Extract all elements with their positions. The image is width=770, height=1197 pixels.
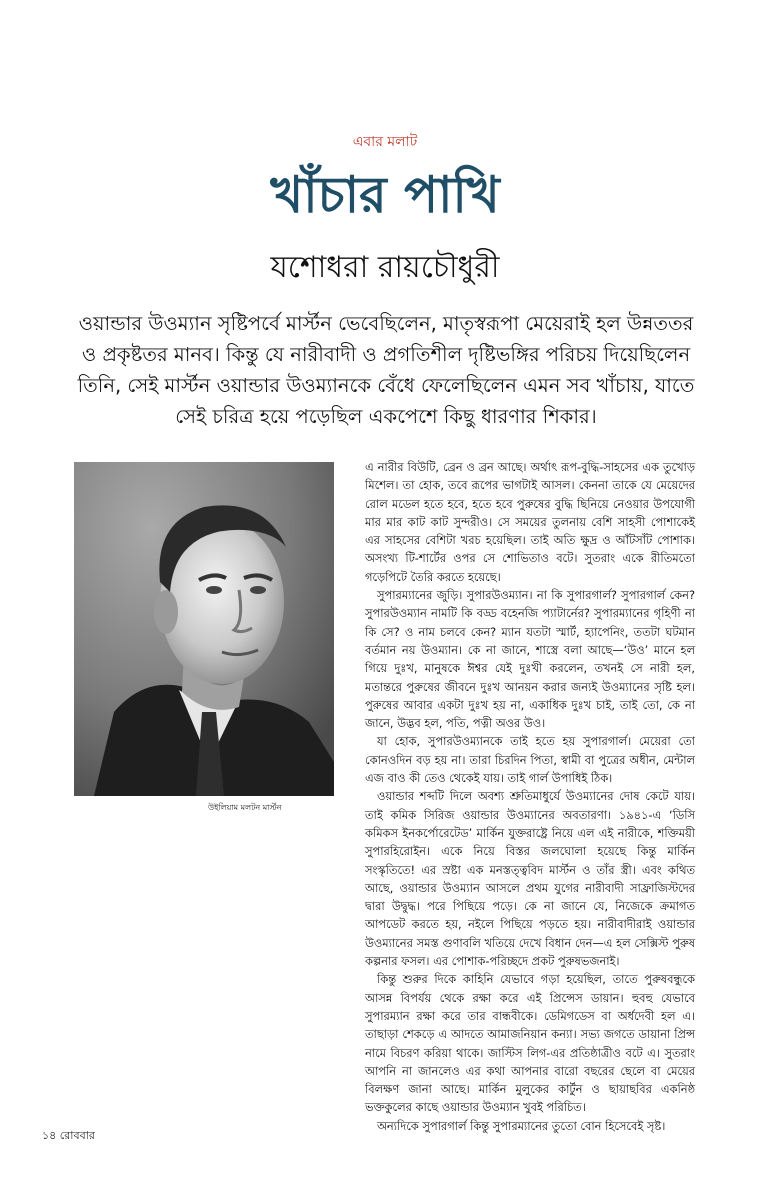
portrait-illustration (74, 462, 334, 796)
body-paragraph: এ নারীর বিউটি, ব্রেন ও ব্রন আছে। অর্থাৎ রূপ-বুদ্ধি-সাহসের এক তুখোড় মিশেল। তা হোক, তবে রূপের ভাগটাই আসল। কেননা তাকে যে মেয়েদের রোল মডেল হতে হবে, হতে হবে পুরুষের বুদ্ধি ছিনিয়ে নেওয়ার উপযোগী মার মার কাট কাট সুন্দরীও। সে সময়ের তুলনায় বেশি সাহসী পোশাকেই এর সাহসের বেশিটা খরচ হয়েছিল। তাই অতি ক্ষুদ্র ও আঁটসাঁট পোশাক। অসংখ্য টি-শার্টের ওপর সে শোভিতাও বটে। সুতরাং একে রীতিমতো গড়েপিটে তৈরি করতে হয়েছে। (365, 460, 695, 584)
article-body (365, 458, 695, 1135)
portrait-photo (74, 462, 334, 796)
article-title: খাঁচার পাখি (270, 166, 500, 224)
standfirst: ওয়ান্ডার উওম্যান সৃষ্টিপর্বে মার্স্টন ভেবেছিলেন, মাতৃস্বরূপা মেয়েরাই হল উন্নততর ও প্রকৃষ্টতর মানব। কিন্তু যে নারীবাদী ও প্রগতিশীল দৃষ্টিভঙ্গির পরিচয় দিয়েছিলেন তিনি, সেই মার্স্টন ওয়ান্ডার উওম্যানকে বেঁধে ফেলেছিলেন এমন সব খাঁচায়, যাতে সেই চরিত্র হয়ে পড়েছিল একপেশে কিছু ধারণার শিকার। (77, 312, 695, 428)
photo-caption: উইলিয়াম মলটন মার্স্টন (208, 803, 282, 812)
body-paragraph: অন্যদিকে সুপারগার্ল কিন্তু সুপারম্যানের তুতো বোন হিসেবেই সৃষ্ট। (377, 1118, 666, 1133)
author-byline: যশোধরা রায়চৌধুরী (270, 250, 500, 285)
body-paragraph: সুপারম্যানের জুড়ি। সুপারউওম্যান। না কি সুপারগার্ল? সুপারগার্ল কেন? সুপারউওম্যান নামটি কি বড্ড বহেনজি প্যাটার্নের? সুপারম্যানের গৃহিণী না কি সে? ও নাম চলবে কেন? ম্যান যতটা স্মার্ট, হ্যাপেনিং, ততটা ঘটমান বর্তমান নয় উওম্যান। কে না জানে, শাস্ত্রে বলা আছে—‘উও’ মানে হল গিয়ে দুঃখ, মানুষকে ঈশ্বর যেই দুঃখী করলেন, তখনই সে নারী হল, মতান্তরে পুরুষের জীবনে দুঃখ আনয়ন করার জন্যই উওম্যানের সৃষ্টি হল। পুরুষের আবার একটা দুঃখ হয় না, একাধিক দুঃখ চাই, তাই তো, কে না জানে, উদ্ভব হল, পতি, পত্নী অওর উও। (365, 588, 695, 731)
body-paragraph: যা হোক, সুপারউওম্যানকে তাই হতে হয় সুপারগার্ল। মেয়েরা তো কোনওদিন বড় হয় না। তারা চিরদিন পিতা, স্বামী বা পুত্রের অধীন, মেন্টাল এজ বাও কী তেও থেকেই যায়। তাই গার্ল উপাধিই ঠিক। (365, 734, 695, 786)
body-paragraph: কিন্তু শুরুর দিকে কাহিনি যেভাবে গড়া হয়েছিল, তাতে পুরুষবন্ধুকে আসন্ন বিপর্যয় থেকে রক্ষা করে এই প্রিন্সেস ডায়ান। হুবহু যেভাবে সুপারম্যান রক্ষা করে তার বান্ধবীকে। ডেমিগডেস বা অর্ধদেবী হল এ। তাছাড়া শেকড়ে এ আদতে আমাজনিয়ান কন্যা। সভ্য জগতে ডায়ানা প্রিন্স নামে বিচরণ করিয়া থাকে। জাস্টিস লিগ-এর প্রতিষ্ঠাত্রীও বটে এ। সুতরাং আপনি না জানলেও এর কথা আপনার বারো বছরের ছেলে বা মেয়ের বিলক্ষণ জানা আছে। মার্কিন মুলুকের কার্টুন ও ছায়াছবির একনিষ্ঠ ভক্তকুলের কাছে ওয়ান্ডার উওম্যান খুবই পরিচিত। (365, 972, 695, 1115)
body-paragraph: ওয়ান্ডার শব্দটি দিলে অবশ্য শ্রুতিমাধুর্যে উওম্যানের দোষ কেটে যায়। তাই কমিক সিরিজ ওয়ান্ডার উওম্যানের অবতারণা। ১৯৪১-এ ‘ডিসি কমিকস ইনকর্পোরেটেড’ মার্কিন যুক্তরাষ্ট্রে নিয়ে এল এই নারীকে, শক্তিময়ী সুপারহিরোইন। একে নিয়ে বিস্তর জলঘোলা হয়েছে কিন্তু মার্কিন সংস্কৃতিতে! এর স্রষ্টা এক মনস্তত্ত্ববিদ মার্স্টন ও তাঁর স্ত্রী। এবং কথিত আছে, ওয়ান্ডার উওম্যান আসলে প্রথম যুগের নারীবাদী সাফ্রাজিস্টদের দ্বারা উদ্বুদ্ধ। পরে পিছিয়ে পড়ে। কে না জানে যে, নিজেকে ক্রমাগত আপডেট করতে হয়, নইলে পিছিয়ে পড়তে হয়। নারীবাদীরাই ওয়ান্ডার উওম্যানের সমস্ত গুণাবলি খতিয়ে দেখে বিধান দেন—এ হল সেক্সিস্ট পুরুষ কল্পনার ফসল। এর পোশাক-পরিচ্ছদে প্রকট পুরুষভজনাই। (365, 789, 695, 969)
page-folio: ১৪ রোববার (42, 1129, 95, 1142)
section-label: এবার মলাট (352, 134, 418, 150)
